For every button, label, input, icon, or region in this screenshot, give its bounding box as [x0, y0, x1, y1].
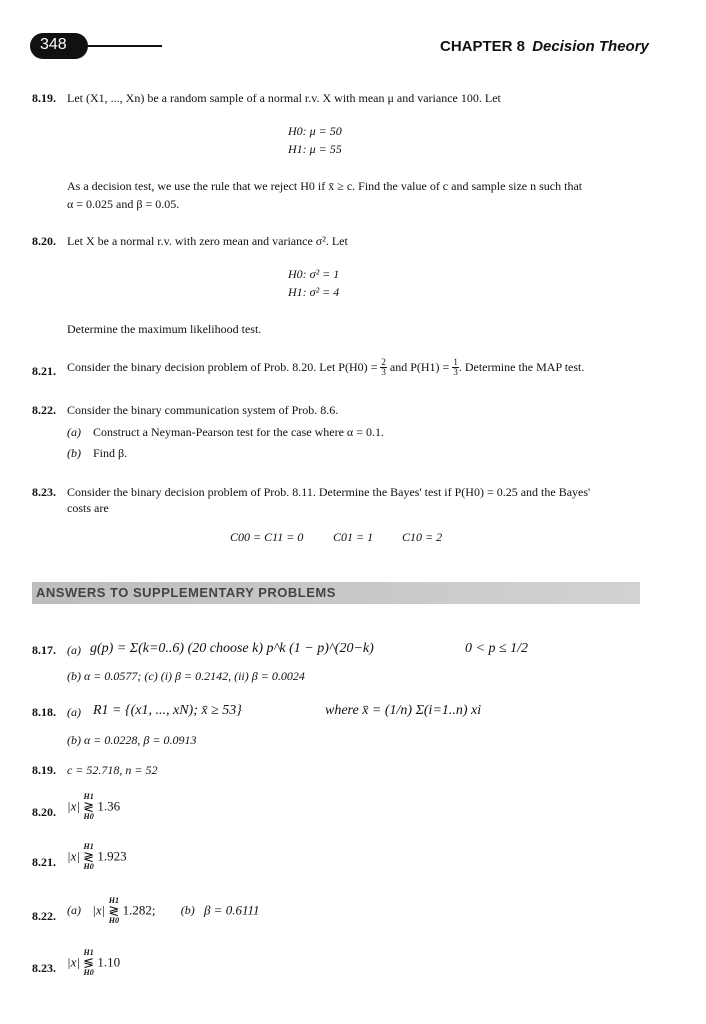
problem-8-22-a-text: Construct a Neyman-Pearson test for the case where α = 0.1. — [93, 425, 384, 439]
answer-8-20-lhs: |x| — [67, 798, 80, 814]
problem-8-19-text: Let (X1, ..., Xn) be a random sample of a normal r.v. X with mean μ and variance 100. Let — [67, 91, 501, 105]
answers-heading: ANSWERS TO SUPPLEMENTARY PROBLEMS — [36, 585, 336, 600]
problem-8-22-a-label: (a) — [67, 425, 81, 439]
relation-bottom: H0 — [108, 916, 119, 925]
answer-8-22-a-label: (a) — [67, 903, 81, 917]
problem-8-19-body-line1: As a decision test, we use the rule that we reject H0 if x̄ ≥ c. Find the value of c and sample size n such that — [67, 179, 583, 193]
answer-8-23-rhs: 1.10 — [97, 954, 121, 970]
problem-8-20-h0: H0: σ² = 1 — [288, 267, 340, 281]
problem-number-8-23: 8.23. — [32, 485, 56, 499]
relation-top: H1 — [83, 792, 94, 801]
page-number: 348 — [40, 36, 67, 53]
relation-bottom: H0 — [83, 968, 94, 977]
fraction-two-thirds — [380, 358, 387, 377]
relation-bottom: H0 — [83, 862, 94, 871]
answer-8-23-decision-relation — [83, 948, 94, 977]
answer-number-8-22: 8.22. — [32, 909, 56, 923]
problem-number-8-21: 8.21. — [32, 364, 56, 378]
answer-number-8-17: 8.17. — [32, 643, 56, 657]
answer-8-22-b-text: β = 0.6111 — [203, 902, 260, 918]
problem-8-23-text-line2: costs are — [67, 501, 109, 515]
answer-8-22-b-label: (b) — [180, 903, 195, 917]
chapter-heading — [440, 38, 649, 55]
problem-8-20-h1: H1: σ² = 4 — [288, 285, 340, 299]
problem-8-21-text-b: and P(H1) = — [389, 360, 450, 374]
problem-8-23-text-line1: Consider the binary decision problem of Prob. 8.11. Determine the Bayes' test if P(H0) = 0.25 and the Bayes' — [67, 485, 591, 499]
answer-8-19-text: c = 52.718, n = 52 — [67, 763, 158, 777]
answer-8-17-a-condition: 0 < p ≤ 1/2 — [465, 641, 529, 656]
answer-8-23-lhs: |x| — [67, 954, 80, 970]
answer-8-22-expression — [67, 896, 260, 925]
answer-number-8-19: 8.19. — [32, 763, 56, 777]
problem-8-23-costs-3: C10 = 2 — [402, 530, 443, 544]
chapter-label: CHAPTER 8 — [440, 38, 526, 55]
answer-8-18-b-line: (b) α = 0.0228, β = 0.0913 — [67, 733, 197, 747]
header-rule — [86, 45, 162, 47]
problem-8-22-b-label: (b) — [67, 446, 81, 460]
problem-number-8-19: 8.19. — [32, 91, 56, 105]
answer-8-20-rhs: 1.36 — [97, 798, 121, 814]
answer-8-23-expression — [67, 948, 120, 977]
relation-symbol: ≷ — [108, 903, 120, 918]
problem-8-19-h1: H1: μ = 55 — [288, 142, 342, 156]
answer-8-18-a-label: (a) — [67, 705, 81, 719]
answer-8-21-decision-relation — [83, 842, 94, 871]
answer-8-21-rhs: 1.923 — [97, 848, 127, 864]
answer-8-20-expression — [67, 792, 120, 821]
relation-symbol: ≷ — [83, 799, 95, 814]
problem-8-22-b-text: Find β. — [93, 446, 128, 460]
answer-8-17-a-formula: g(p) = Σ(k=0..6) (20 choose k) p^k (1 − p)^(20−k) — [90, 641, 374, 656]
answer-8-18-a-where: where x̄ = (1/n) Σ(i=1..n) xi — [325, 703, 482, 718]
answer-8-20-decision-relation — [83, 792, 94, 821]
answer-8-21-lhs: |x| — [67, 848, 80, 864]
fraction-numerator: 1 — [453, 357, 458, 367]
answer-number-8-23: 8.23. — [32, 961, 56, 975]
problem-8-23-costs-2: C01 = 1 — [333, 530, 374, 544]
problem-8-21-text-a: Consider the binary decision problem of Prob. 8.20. Let P(H0) = — [67, 360, 378, 374]
relation-symbol: ≷ — [83, 849, 95, 864]
answer-8-22-lhs: |x| — [92, 902, 106, 918]
problem-8-20-body: Determine the maximum likelihood test. — [67, 322, 262, 336]
relation-top: H1 — [83, 842, 94, 851]
answer-8-22-decision-relation — [108, 896, 119, 925]
answer-number-8-21: 8.21. — [32, 855, 56, 869]
answer-8-17-a-label: (a) — [67, 643, 81, 657]
problem-8-19-body-line2: α = 0.025 and β = 0.05. — [67, 197, 180, 211]
problem-8-21-text-c: . Determine the MAP test. — [458, 360, 585, 374]
answer-8-21-expression — [67, 842, 127, 871]
problem-8-23-costs-1: C00 = C11 = 0 — [230, 530, 304, 544]
relation-top: H1 — [83, 948, 94, 957]
answer-8-17-b-line: (b) α = 0.0577; (c) (i) β = 0.2142, (ii) β = 0.0024 — [67, 669, 305, 683]
answer-8-18-a-region: R1 = {(x1, ..., xN); x̄ ≥ 53} — [93, 703, 242, 718]
answer-number-8-20: 8.20. — [32, 805, 56, 819]
problem-8-22-text: Consider the binary communication system of Prob. 8.6. — [67, 403, 339, 417]
fraction-denominator: 3 — [453, 367, 458, 377]
relation-symbol: ≶ — [83, 955, 95, 970]
answer-8-22-rhs: 1.282; — [122, 902, 156, 918]
fraction-denominator: 3 — [381, 367, 386, 377]
chapter-title: Decision Theory — [532, 38, 649, 55]
relation-bottom: H0 — [83, 812, 94, 821]
relation-top: H1 — [108, 896, 119, 905]
fraction-numerator: 2 — [381, 357, 386, 367]
answer-number-8-18: 8.18. — [32, 705, 56, 719]
problem-number-8-22: 8.22. — [32, 403, 56, 417]
problem-8-21-text — [67, 358, 584, 377]
problem-8-19-h0: H0: μ = 50 — [288, 124, 342, 138]
problem-8-20-text: Let X be a normal r.v. with zero mean and variance σ². Let — [67, 234, 348, 248]
problem-number-8-20: 8.20. — [32, 234, 56, 248]
